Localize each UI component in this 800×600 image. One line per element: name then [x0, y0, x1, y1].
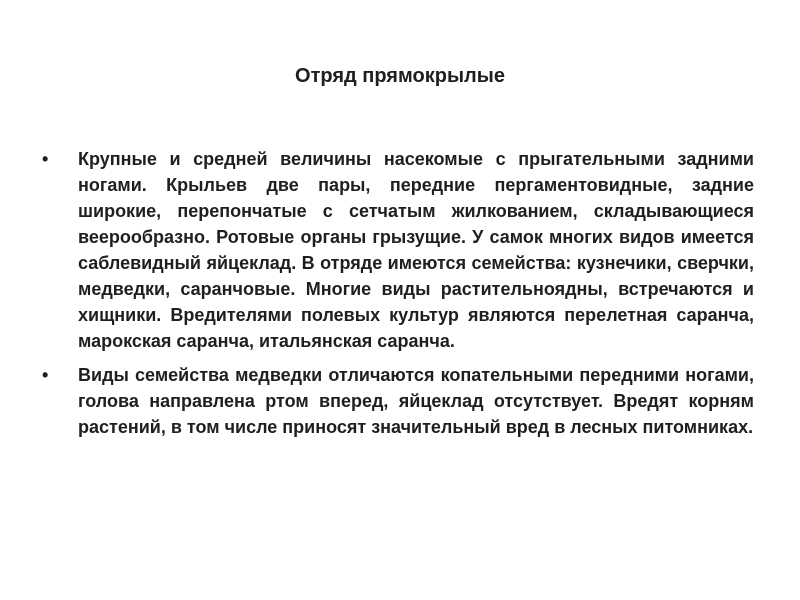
list-item: [42, 362, 754, 440]
slide-title: Отряд прямокрылые: [295, 65, 505, 87]
bullet-list: [42, 146, 754, 448]
list-item: [42, 146, 754, 354]
bullet-text: Виды семейства медведки отличаются копательными передними ногами, голова направлена ртом вперед, яйцеклад отсутствует. Вредят корням растений, в том числе приносят значительный вред в лесных питомниках.: [78, 365, 754, 437]
bullet-icon: •: [42, 149, 49, 169]
bullet-text: Крупные и средней величины насекомые с прыгательными задними ногами. Крыльев две пары, передние пергаментовидные, задние широкие, перепончатые с сетчатым жилкованием, складывающиеся веерообразно. Ротовые органы грызущие. У самок многих видов имеется саблевидный яйцеклад. В отряде имеются семейства: кузнечики, сверчки, медведки, саранчовые. Многие виды растительноядны, встречаются и хищники. Вредителями полевых культур являются перелетная саранча, марокская саранча, итальянская саранча.: [78, 149, 754, 351]
bullet-icon: •: [42, 365, 49, 385]
